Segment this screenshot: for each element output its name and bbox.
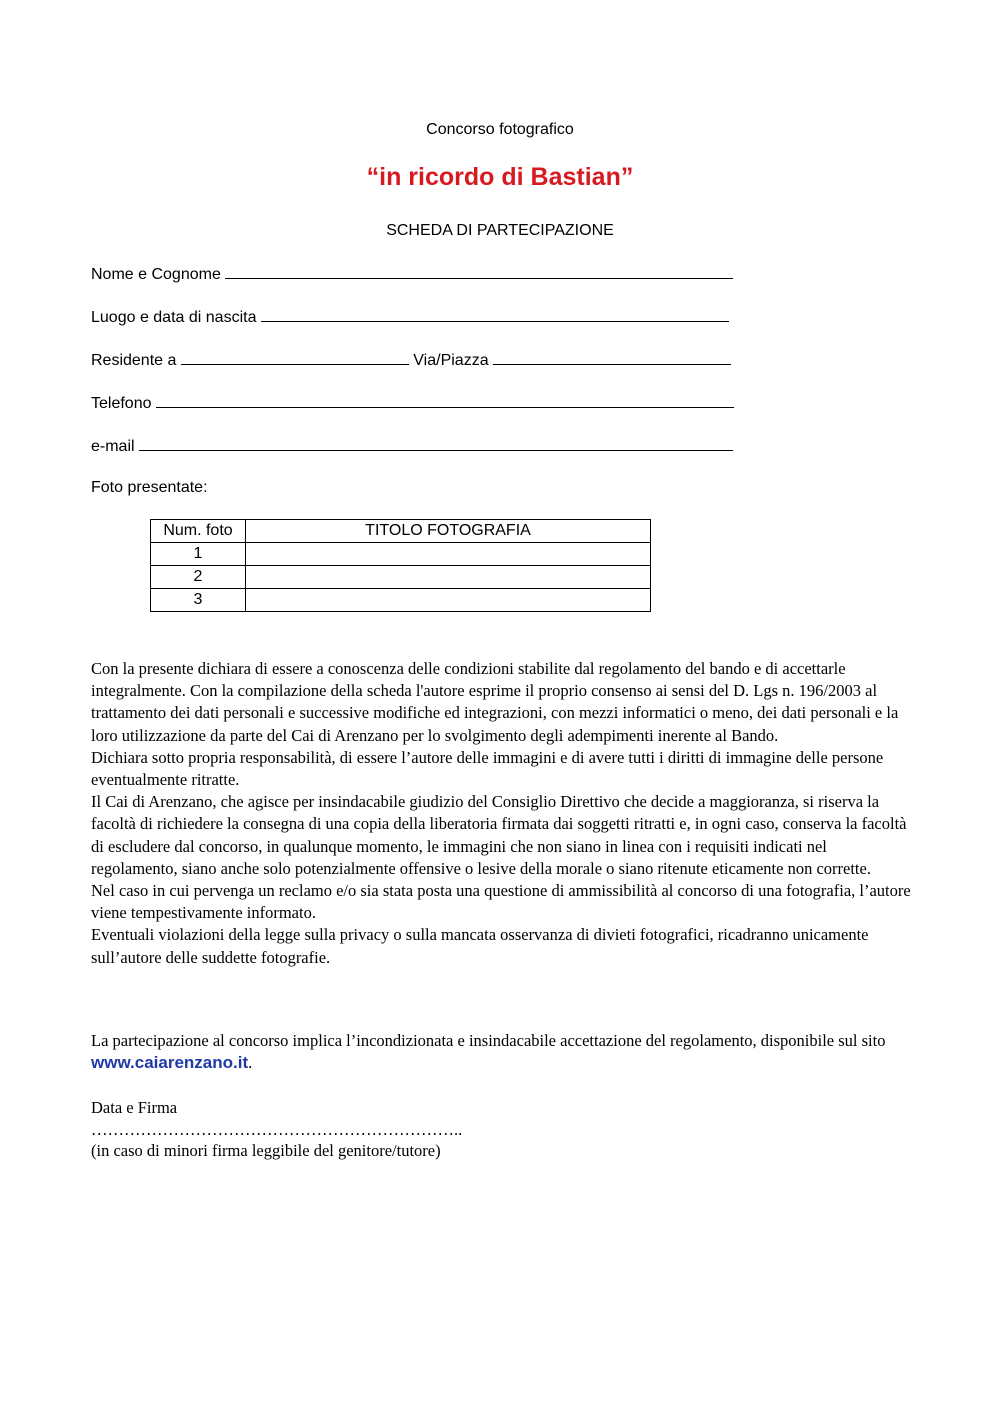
residence-field (91, 350, 731, 370)
declaration-paragraph: Eventuali violazioni della legge sulla privacy o sulla mancata osservanza di divieti fotografici, ricadranno unicamente sull’autore delle suddette fotografie. (91, 925, 869, 967)
email-field-line[interactable] (139, 436, 733, 451)
name-field-label: Nome e Cognome (91, 266, 221, 283)
photo-title-cell[interactable] (246, 589, 651, 612)
table-row (151, 566, 651, 589)
name-field (91, 264, 733, 284)
birth-field-label: Luogo e data di nascita (91, 309, 257, 326)
photo-num-cell: 2 (151, 566, 246, 589)
signature-label: Data e Firma (91, 1098, 178, 1117)
participation-text (91, 1030, 911, 1074)
birth-field-line[interactable] (261, 307, 729, 322)
declaration-paragraph: Con la presente dichiara di essere a conoscenza delle condizioni stabilite dal regolamento del bando e di accettarle integralmente. Con la compilazione della scheda l'autore esprime il proprio consenso ai sensi del D. Lgs n. 196/2003 al trattamento dei dati personali e successive modifiche ed integrazioni, con mezzi informatici o meno, dei dati personali e la loro utilizzazione da parte del Cai di Arenzano per lo svolgimento degli adempimenti inerente al Bando. (91, 659, 899, 745)
phone-field (91, 393, 734, 413)
form-title: SCHEDA DI PARTECIPAZIONE (386, 222, 614, 239)
photo-title-cell[interactable] (246, 566, 651, 589)
signature-note: (in caso di minori firma leggibile del genitore/tutore) (91, 1141, 441, 1160)
photos-label: Foto presentate: (91, 479, 208, 496)
residence-field-line[interactable] (181, 350, 409, 365)
contest-title: “in ricordo di Bastian” (366, 163, 634, 191)
table-row (151, 589, 651, 612)
phone-field-line[interactable] (156, 393, 734, 408)
photos-table (150, 519, 651, 612)
column-header-num: Num. foto (151, 520, 246, 543)
email-field-label: e-mail (91, 438, 135, 455)
table-row (151, 543, 651, 566)
street-field-label: Via/Piazza (413, 352, 489, 369)
declaration-text (91, 658, 911, 969)
email-field (91, 436, 733, 456)
birth-field (91, 307, 729, 327)
declaration-paragraph: Dichiara sotto propria responsabilità, di essere l’autore delle immagini e di avere tutti i diritti di immagine delle persone eventualmente ritratte. (91, 747, 884, 790)
street-field-line[interactable] (493, 350, 731, 365)
website-link[interactable]: www.caiarenzano.it (91, 1053, 249, 1073)
photo-num-cell: 1 (151, 543, 246, 566)
residence-field-label: Residente a (91, 352, 177, 369)
photos-table-header (151, 520, 651, 543)
photo-num-cell: 3 (151, 589, 246, 612)
name-field-line[interactable] (225, 264, 733, 279)
photo-title-cell[interactable] (246, 543, 651, 566)
contest-kicker: Concorso fotografico (426, 121, 574, 138)
phone-field-label: Telefono (91, 395, 152, 412)
participation-sentence: La partecipazione al concorso implica l’incondizionata e insindacabile accettazione del regolamento, disponibile sul sito (91, 1031, 886, 1050)
signature-line[interactable]: ………………………………………………………….. (91, 1120, 463, 1139)
declaration-paragraph: Il Cai di Arenzano, che agisce per insindacabile giudizio del Consiglio Direttivo che decide a maggioranza, si riserva la facoltà di richiedere la consegna di una copia della liberatoria firmata dai soggetti ritratti e, in ogni caso, conserva la facoltà di escludere dal concorso, in qualunque momento, le immagini che non siano in linea con i requisiti indicati nel regolamento, siano anche solo potenzialmente offensive o lesive della morale o siano ritenute eticamente non corrette. (91, 792, 907, 878)
column-header-title: TITOLO FOTOGRAFIA (246, 520, 651, 543)
declaration-paragraph: Nel caso in cui pervenga un reclamo e/o sia stata posta una questione di ammissibilità al concorso di una fotografia, l’autore viene tempestivamente informato. (91, 881, 911, 923)
participation-end: . (248, 1053, 253, 1073)
